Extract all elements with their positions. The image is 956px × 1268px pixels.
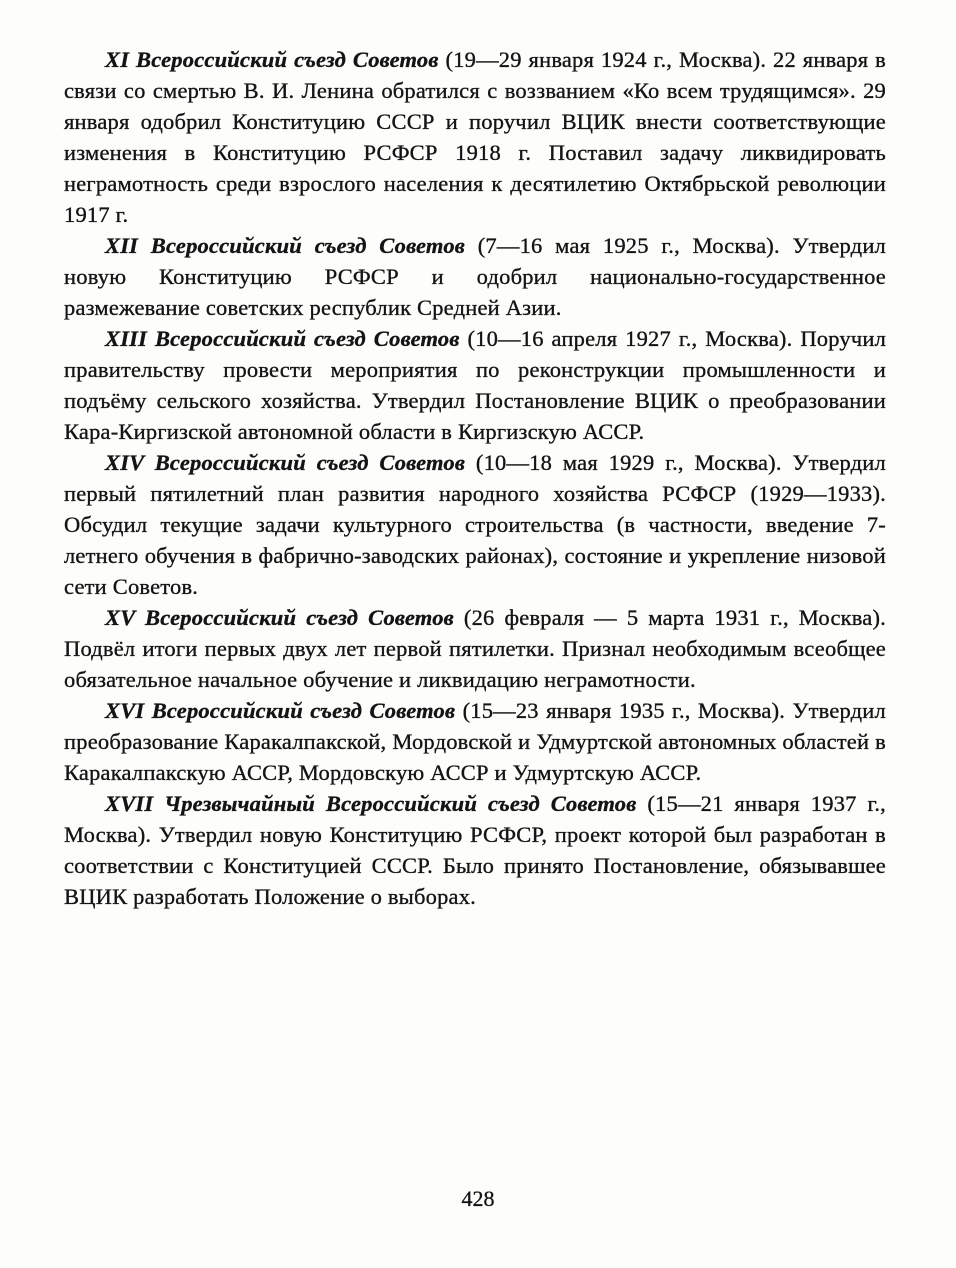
entry-title: XVII Чрезвычайный Всероссийский съезд Советов (105, 791, 637, 816)
entry-title: XIII Всероссийский съезд Советов (105, 326, 460, 351)
entry-congress-12 (64, 230, 886, 323)
entry-title: XII Всероссийский съезд Советов (105, 233, 466, 258)
entry-title: XVI Всероссийский съезд Советов (105, 698, 456, 723)
entry-body: (10—18 мая 1929 г., Москва). Утвердил первый пятилетний план развития народного хозяйства РСФСР (1929—1933). Обсудил текущие задачи культурного строительства (в частности, введение 7-летнего обучения в фабрично-заводских районах), состояние и укрепление низовой сети Советов. (64, 450, 886, 599)
page-number: 428 (461, 1186, 495, 1211)
entry-body: (10—16 апреля 1927 г., Москва). Поручил правительству провести мероприятия по реконструкции промышленности и подъёму сельского хозяйства. Утвердил Постановление ВЦИК о преобразовании Кара-Киргизской автономной области в Киргизскую АССР. (64, 326, 887, 444)
entry-congress-15 (64, 602, 886, 695)
entry-title: XI Всероссийский съезд Советов (105, 47, 439, 72)
entry-congress-14 (64, 447, 886, 602)
entry-body: (26 февраля — 5 марта 1931 г., Москва). Подвёл итоги первых двух лет первой пятилетки. Признал необходимым всеобщее обязательное начальное обучение и ликвидацию неграмотности. (64, 605, 886, 692)
entry-body: (7—16 мая 1925 г., Москва). Утвердил новую Конституцию РСФСР и одобрил национально-государственное размежевание советских республик Средней Азии. (64, 233, 886, 320)
entry-body: (19—29 января 1924 г., Москва). 22 января в связи со смертью В. И. Ленина обратился с воззванием «Ко всем трудящимся». 29 января одобрил Конституцию СССР и поручил ВЦИК внести соответствующие изменения в Конституцию РСФСР 1918 г. Поставил задачу ликвидировать неграмотность среди взрослого населения к десятилетию Октябрьской революции 1917 г. (64, 47, 886, 227)
entry-congress-16 (64, 695, 886, 788)
entry-body: (15—23 января 1935 г., Москва). Утвердил преобразование Каракалпакской, Мордовской и Удмуртской автономных областей в Каракалпакскую АССР, Мордовскую АССР и Удмуртскую АССР. (64, 698, 886, 785)
entry-congress-11 (64, 44, 886, 230)
entry-congress-13 (64, 323, 886, 447)
entry-congress-17 (64, 788, 886, 912)
entry-title: XIV Всероссийский съезд Советов (105, 450, 466, 475)
entry-body: (15—21 января 1937 г., Москва). Утвердил новую Конституцию РСФСР, проект которой был разработан в соответствии с Конституцией СССР. Было принято Постановление, обязывавшее ВЦИК разработать Положение о выборах. (64, 791, 887, 909)
entry-title: XV Всероссийский съезд Советов (105, 605, 454, 630)
text-block (64, 44, 886, 912)
